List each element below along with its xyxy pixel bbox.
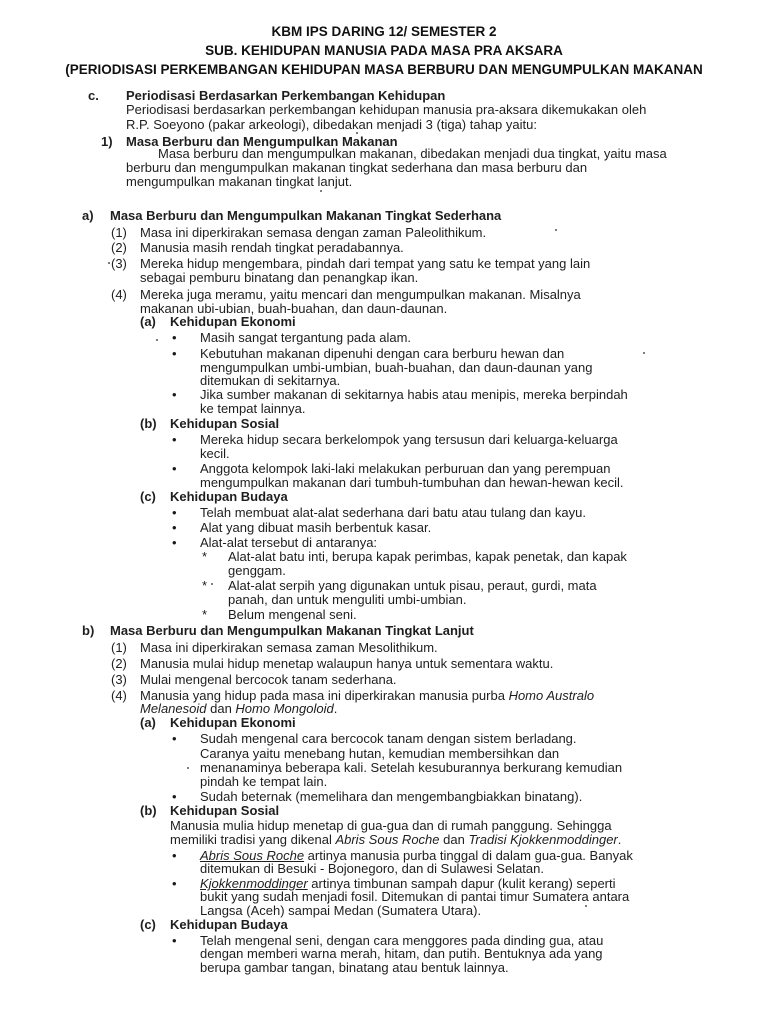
paragraph-line: mengumpulkan makanan tingkat lanjut. bbox=[126, 174, 353, 189]
italic-term: Tradisi Kjokkenmoddinger bbox=[468, 832, 618, 847]
sub-bullet-text-continued: panah, dan untuk menguliti umbi-umbian. bbox=[228, 592, 467, 607]
item-number: (2) bbox=[111, 240, 127, 255]
bullet-text: Telah mengenal seni, dengan cara menggores pada dinding gua, atau bbox=[200, 933, 604, 948]
bullet-text: Mereka hidup secara berkelompok yang tersusun dari keluarga-keluarga bbox=[200, 432, 618, 447]
part-marker: b) bbox=[82, 623, 95, 638]
bullet-icon: • bbox=[172, 346, 177, 361]
bullet-text-continued: mengumpulkan makanan dari tumbuh-tumbuhan dan hewan-hewan kecil. bbox=[200, 475, 624, 490]
italic-term: Melanesoid bbox=[140, 701, 207, 716]
bullet-text: Masih sangat tergantung pada alam. bbox=[200, 330, 412, 345]
bullet-icon: • bbox=[172, 330, 177, 345]
italic-term: Abris Sous Roche bbox=[335, 832, 440, 847]
part-title: Masa Berburu dan Mengumpulkan Makanan Tingkat Sederhana bbox=[110, 208, 502, 223]
doc-title-line-2: SUB. KEHIDUPAN MANUSIA PADA MASA PRA AKSARA bbox=[205, 43, 563, 58]
subpoint-title: Kehidupan Budaya bbox=[170, 489, 288, 504]
subpoint-title: Kehidupan Ekonomi bbox=[170, 314, 296, 329]
bullet-icon: • bbox=[172, 789, 177, 804]
bullet-text-continued: pindah ke tempat lain. bbox=[200, 774, 328, 789]
paragraph-line: Manusia mulia hidup menetap di gua-gua dan di rumah panggung. Sehingga bbox=[170, 818, 612, 833]
underlined-term: Abris Sous Roche bbox=[200, 848, 305, 863]
text-span: Manusia yang hidup pada masa ini diperkirakan manusia purba bbox=[140, 688, 509, 703]
text-span: dan bbox=[206, 701, 236, 716]
bullet-icon: • bbox=[172, 461, 177, 476]
sub-bullet-text: Belum mengenal seni. bbox=[228, 607, 357, 622]
bullet-text: Sudah beternak (memelihara dan mengembangbiakkan binatang). bbox=[200, 789, 583, 804]
text-span: artinya manusia purba tinggal di dalam gua-gua. Banyak bbox=[304, 848, 633, 863]
bullet-icon: • bbox=[172, 387, 177, 402]
bullet-icon: • bbox=[172, 535, 177, 550]
doc-title-line-3: (PERIODISASI PERKEMBANGAN KEHIDUPAN MASA BERBURU DAN MENGUMPULKAN MAKANAN bbox=[65, 62, 703, 77]
paragraph-line: R.P. Soeyono (pakar arkeologi), dibedakan menjadi 3 (tiga) tahap yaitu: bbox=[126, 117, 537, 132]
list-item: Mulai mengenal bercocok tanam sederhana. bbox=[140, 672, 397, 687]
bullet-text-continued: ke tempat lainnya. bbox=[200, 401, 306, 416]
paragraph-line: berburu dan mengumpulkan makanan tingkat sederhana dan masa berburu dan bbox=[126, 160, 588, 175]
bullet-text: Telah membuat alat-alat sederhana dari batu atau tulang dan kayu. bbox=[200, 505, 586, 520]
text-span: . bbox=[333, 701, 338, 716]
bullet-text-continued: ditemukan di Besuki - Bojonegoro, dan di Sulawesi Selatan. bbox=[200, 861, 544, 876]
item-number: (3) bbox=[111, 672, 127, 687]
list-item-continued bbox=[140, 701, 337, 716]
bullet-text-continued: mengumpulkan umbi-umbian, buah-buahan, dan daun-daunan yang bbox=[200, 360, 593, 375]
subpoint-title: Kehidupan Ekonomi bbox=[170, 715, 296, 730]
asterisk-bullet-icon: * bbox=[202, 549, 208, 564]
asterisk-bullet-icon: * bbox=[202, 578, 208, 593]
subpoint-label: (a) bbox=[140, 715, 156, 730]
item-number: (1) bbox=[111, 225, 127, 240]
bullet-icon: • bbox=[172, 432, 177, 447]
paragraph-line bbox=[170, 832, 621, 847]
underlined-term: Kjokkenmoddinger bbox=[200, 876, 308, 891]
subsection-title: Masa Berburu dan Mengumpulkan Makanan bbox=[126, 134, 398, 149]
paragraph-line: Masa berburu dan mengumpulkan makanan, dibedakan menjadi dua tingkat, yaitu masa bbox=[158, 146, 667, 161]
bullet-text-continued: bukit yang sudah menjadi fosil. Ditemukan di pantai timur Sumatera antara bbox=[200, 889, 630, 904]
subpoint-label: (a) bbox=[140, 314, 156, 329]
item-number: (2) bbox=[111, 656, 127, 671]
bullet-text: Sudah mengenal cara bercocok tanam dengan sistem berladang. bbox=[200, 731, 577, 746]
list-item: Manusia mulai hidup menetap walaupun hanya untuk sementara waktu. bbox=[140, 656, 554, 671]
italic-term: Homo Australo bbox=[508, 688, 595, 703]
list-item: Masa ini diperkirakan semasa dengan zaman Paleolithikum. bbox=[140, 225, 487, 240]
sub-bullet-text: Alat-alat serpih yang digunakan untuk pisau, peraut, gurdi, mata bbox=[228, 578, 597, 593]
section-marker: c. bbox=[88, 88, 99, 103]
subpoint-label: (c) bbox=[140, 917, 156, 932]
bullet-text-continued: menanaminya beberapa kali. Setelah kesuburannya berkurang kemudian bbox=[200, 760, 623, 775]
sub-bullet-text: Alat-alat batu inti, berupa kapak perimbas, kapak penetak, dan kapak bbox=[228, 549, 627, 564]
list-item: Mereka juga meramu, yaitu mencari dan mengumpulkan makanan. Misalnya bbox=[140, 287, 581, 302]
text-span: memiliki tradisi yang dikenal bbox=[170, 832, 336, 847]
list-item-continued: sebagai pemburu binatang dan penangkap ikan. bbox=[140, 270, 419, 285]
bullet-icon: • bbox=[172, 848, 177, 863]
scan-speck bbox=[643, 352, 645, 354]
section-title: Periodisasi Berdasarkan Perkembangan Kehidupan bbox=[126, 88, 446, 103]
bullet-icon: • bbox=[172, 876, 177, 891]
list-item: Mereka hidup mengembara, pindah dari tempat yang satu ke tempat yang lain bbox=[140, 256, 591, 271]
scan-speck bbox=[156, 339, 158, 341]
paragraph-line: Periodisasi berdasarkan perkembangan kehidupan manusia pra-aksara dikemukakan oleh bbox=[126, 102, 647, 117]
part-marker: a) bbox=[82, 208, 94, 223]
bullet-text-continued: Caranya yaitu menebang hutan, kemudian membersihkan dan bbox=[200, 746, 560, 761]
bullet-text: Jika sumber makanan di sekitarnya habis atau menipis, mereka berpindah bbox=[200, 387, 628, 402]
item-number: (1) bbox=[111, 640, 127, 655]
bullet-icon: • bbox=[172, 505, 177, 520]
italic-term: Homo Mongoloid bbox=[235, 701, 334, 716]
bullet-text-continued: dengan memberi warna merah, hitam, dan putih. Bentuknya ada yang bbox=[200, 946, 603, 961]
scan-speck bbox=[211, 583, 213, 585]
subpoint-title: Kehidupan Sosial bbox=[170, 803, 280, 818]
scan-speck bbox=[585, 905, 587, 907]
item-number: (4) bbox=[111, 688, 127, 703]
scan-speck bbox=[555, 229, 557, 231]
bullet-text-continued: ditemukan di sekitarnya. bbox=[200, 373, 341, 388]
asterisk-bullet-icon: * bbox=[202, 607, 208, 622]
bullet-text-continued: berupa gambar tangan, binatang atau bentuk lainnya. bbox=[200, 960, 509, 975]
bullet-text-continued: Langsa (Aceh) sampai Medan (Sumatera Utara). bbox=[200, 903, 482, 918]
doc-title-line-1: KBM IPS DARING 12/ SEMESTER 2 bbox=[271, 24, 497, 39]
sub-bullet-text-continued: genggam. bbox=[228, 563, 286, 578]
list-item: Masa ini diperkirakan semasa zaman Mesolithikum. bbox=[140, 640, 438, 655]
subsection-number: 1) bbox=[101, 134, 113, 149]
scan-speck bbox=[187, 767, 189, 769]
bullet-icon: • bbox=[172, 731, 177, 746]
subpoint-title: Kehidupan Budaya bbox=[170, 917, 288, 932]
text-span: . bbox=[617, 832, 622, 847]
bullet-text-continued: kecil. bbox=[200, 446, 230, 461]
part-title: Masa Berburu dan Mengumpulkan Makanan Tingkat Lanjut bbox=[110, 623, 474, 638]
bullet-text: Alat yang dibuat masih berbentuk kasar. bbox=[200, 520, 432, 535]
text-span: artinya timbunan sampah dapur (kulit kerang) seperti bbox=[307, 876, 616, 891]
bullet-text: Anggota kelompok laki-laki melakukan perburuan dan yang perempuan bbox=[200, 461, 611, 476]
scan-speck bbox=[108, 262, 110, 264]
list-item-continued: makanan ubi-ubian, buah-buahan, dan daun-daunan. bbox=[140, 301, 448, 316]
item-number: (3) bbox=[111, 256, 127, 271]
subpoint-label: (b) bbox=[140, 416, 157, 431]
scan-speck bbox=[356, 132, 358, 134]
bullet-icon: • bbox=[172, 933, 177, 948]
scan-speck bbox=[320, 190, 322, 192]
subpoint-title: Kehidupan Sosial bbox=[170, 416, 280, 431]
bullet-text: Alat-alat tersebut di antaranya: bbox=[200, 535, 378, 550]
list-item: Manusia masih rendah tingkat peradabannya. bbox=[140, 240, 404, 255]
subpoint-label: (c) bbox=[140, 489, 156, 504]
bullet-icon: • bbox=[172, 520, 177, 535]
bullet-text: Kebutuhan makanan dipenuhi dengan cara berburu hewan dan bbox=[200, 346, 565, 361]
text-span: dan bbox=[439, 832, 469, 847]
item-number: (4) bbox=[111, 287, 127, 302]
subpoint-label: (b) bbox=[140, 803, 157, 818]
